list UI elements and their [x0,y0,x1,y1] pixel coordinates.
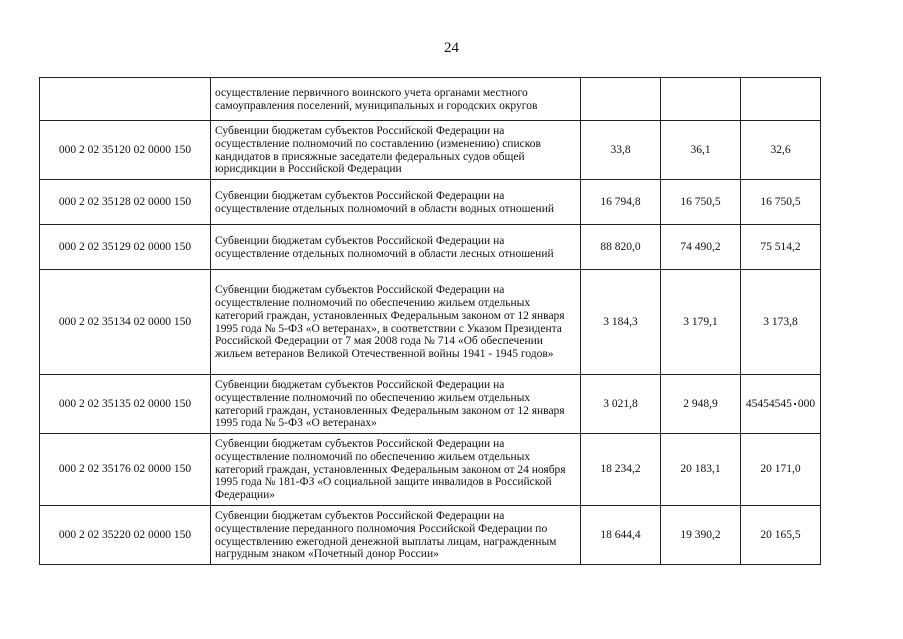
value-cell-year2: 74 490,2 [661,225,741,270]
value-cell-year2: 16 750,5 [661,180,741,225]
table-row [40,506,821,565]
value-cell-year1: 3 184,3 [581,270,661,375]
value-cell-year3: 20 171,0 [741,434,821,506]
value-cell-year2: 3 179,1 [661,270,741,375]
value-cell-year3 [741,375,821,434]
description-cell: Субвенции бюджетам субъектов Российской Федерации на осуществление полномочий по обеспечению жильем отдельных категорий граждан, установленных Федеральным законом от 12 января 1995 года № 5-ФЗ «О ветеранах» [211,375,581,434]
value-cell-year3: 32,6 [741,121,821,180]
table-row [40,375,821,434]
budget-code-cell [40,78,211,121]
description-cell: осуществление первичного воинского учета органами местного самоуправления поселений, муниципальных и городских округов [211,78,581,121]
budget-code-cell: 000 2 02 35128 02 0000 150 [40,180,211,225]
value-cell-year1: 18 644,4 [581,506,661,565]
value-cell-year3: 3 173,8 [741,270,821,375]
value-cell-year3 [741,78,821,121]
value-cell-year1: 88 820,0 [581,225,661,270]
value-cell-year1: 3 021,8 [581,375,661,434]
value-cell-year1 [581,78,661,121]
budget-code-cell: 000 2 02 35220 02 0000 150 [40,506,211,565]
description-cell: Субвенции бюджетам субъектов Российской Федерации на осуществление полномочий по обеспечению жильем отдельных категорий граждан, установленных Федеральным законом от 12 января 1995 года № 5-ФЗ «О ветеранах», в соответствии с Указом Президента Российской Федерации от 7 мая 2008 года № 714 «Об обеспечении жильем ветеранов Великой Отечественной войны 1941 - 1945 годов» [211,270,581,375]
value-cell-year3: 75 514,2 [741,225,821,270]
description-cell: Субвенции бюджетам субъектов Российской Федерации на осуществление полномочий по составлению (изменению) списков кандидатов в присяжные заседатели федеральных судов общей юрисдикции в Российской Федерации [211,121,581,180]
table-row [40,434,821,506]
table-row [40,121,821,180]
table-row [40,180,821,225]
value-cell-year1: 33,8 [581,121,661,180]
value-cell-year1: 18 234,2 [581,434,661,506]
value-cell-year1: 16 794,8 [581,180,661,225]
table-row [40,78,821,121]
budget-code-cell: 000 2 02 35120 02 0000 150 [40,121,211,180]
value-text-part: 000 [797,397,816,410]
budget-code-cell: 000 2 02 35176 02 0000 150 [40,434,211,506]
description-cell: Субвенции бюджетам субъектов Российской Федерации на осуществление полномочий по обеспечению жильем отдельных категорий граждан, установленных Федеральным законом от 24 ноября 1995 года № 181-ФЗ «О социальной защите инвалидов в Российской Федерации» [211,434,581,506]
ink-speck [794,403,796,405]
table-row [40,270,821,375]
value-cell-year3: 16 750,5 [741,180,821,225]
value-text-part: 45454545 [745,397,792,410]
value-cell-year2: 2 948,9 [661,375,741,434]
value-cell-year2: 19 390,2 [661,506,741,565]
table-row [40,225,821,270]
budget-code-cell: 000 2 02 35134 02 0000 150 [40,270,211,375]
budget-code-cell: 000 2 02 35129 02 0000 150 [40,225,211,270]
description-cell: Субвенции бюджетам субъектов Российской Федерации на осуществление отдельных полномочий в области водных отношений [211,180,581,225]
value-cell-year2: 36,1 [661,121,741,180]
value-cell-year2 [661,78,741,121]
page-number: 24 [444,40,459,56]
description-cell: Субвенции бюджетам субъектов Российской Федерации на осуществление переданного полномочия Российской Федерации по осуществлению ежегодной денежной выплаты лицам, награжденным нагрудным знаком «Почетный донор России» [211,506,581,565]
budget-table [39,77,821,565]
budget-code-cell: 000 2 02 35135 02 0000 150 [40,375,211,434]
value-cell-year2: 20 183,1 [661,434,741,506]
description-cell: Субвенции бюджетам субъектов Российской Федерации на осуществление отдельных полномочий в области лесных отношений [211,225,581,270]
value-cell-year3: 20 165,5 [741,506,821,565]
